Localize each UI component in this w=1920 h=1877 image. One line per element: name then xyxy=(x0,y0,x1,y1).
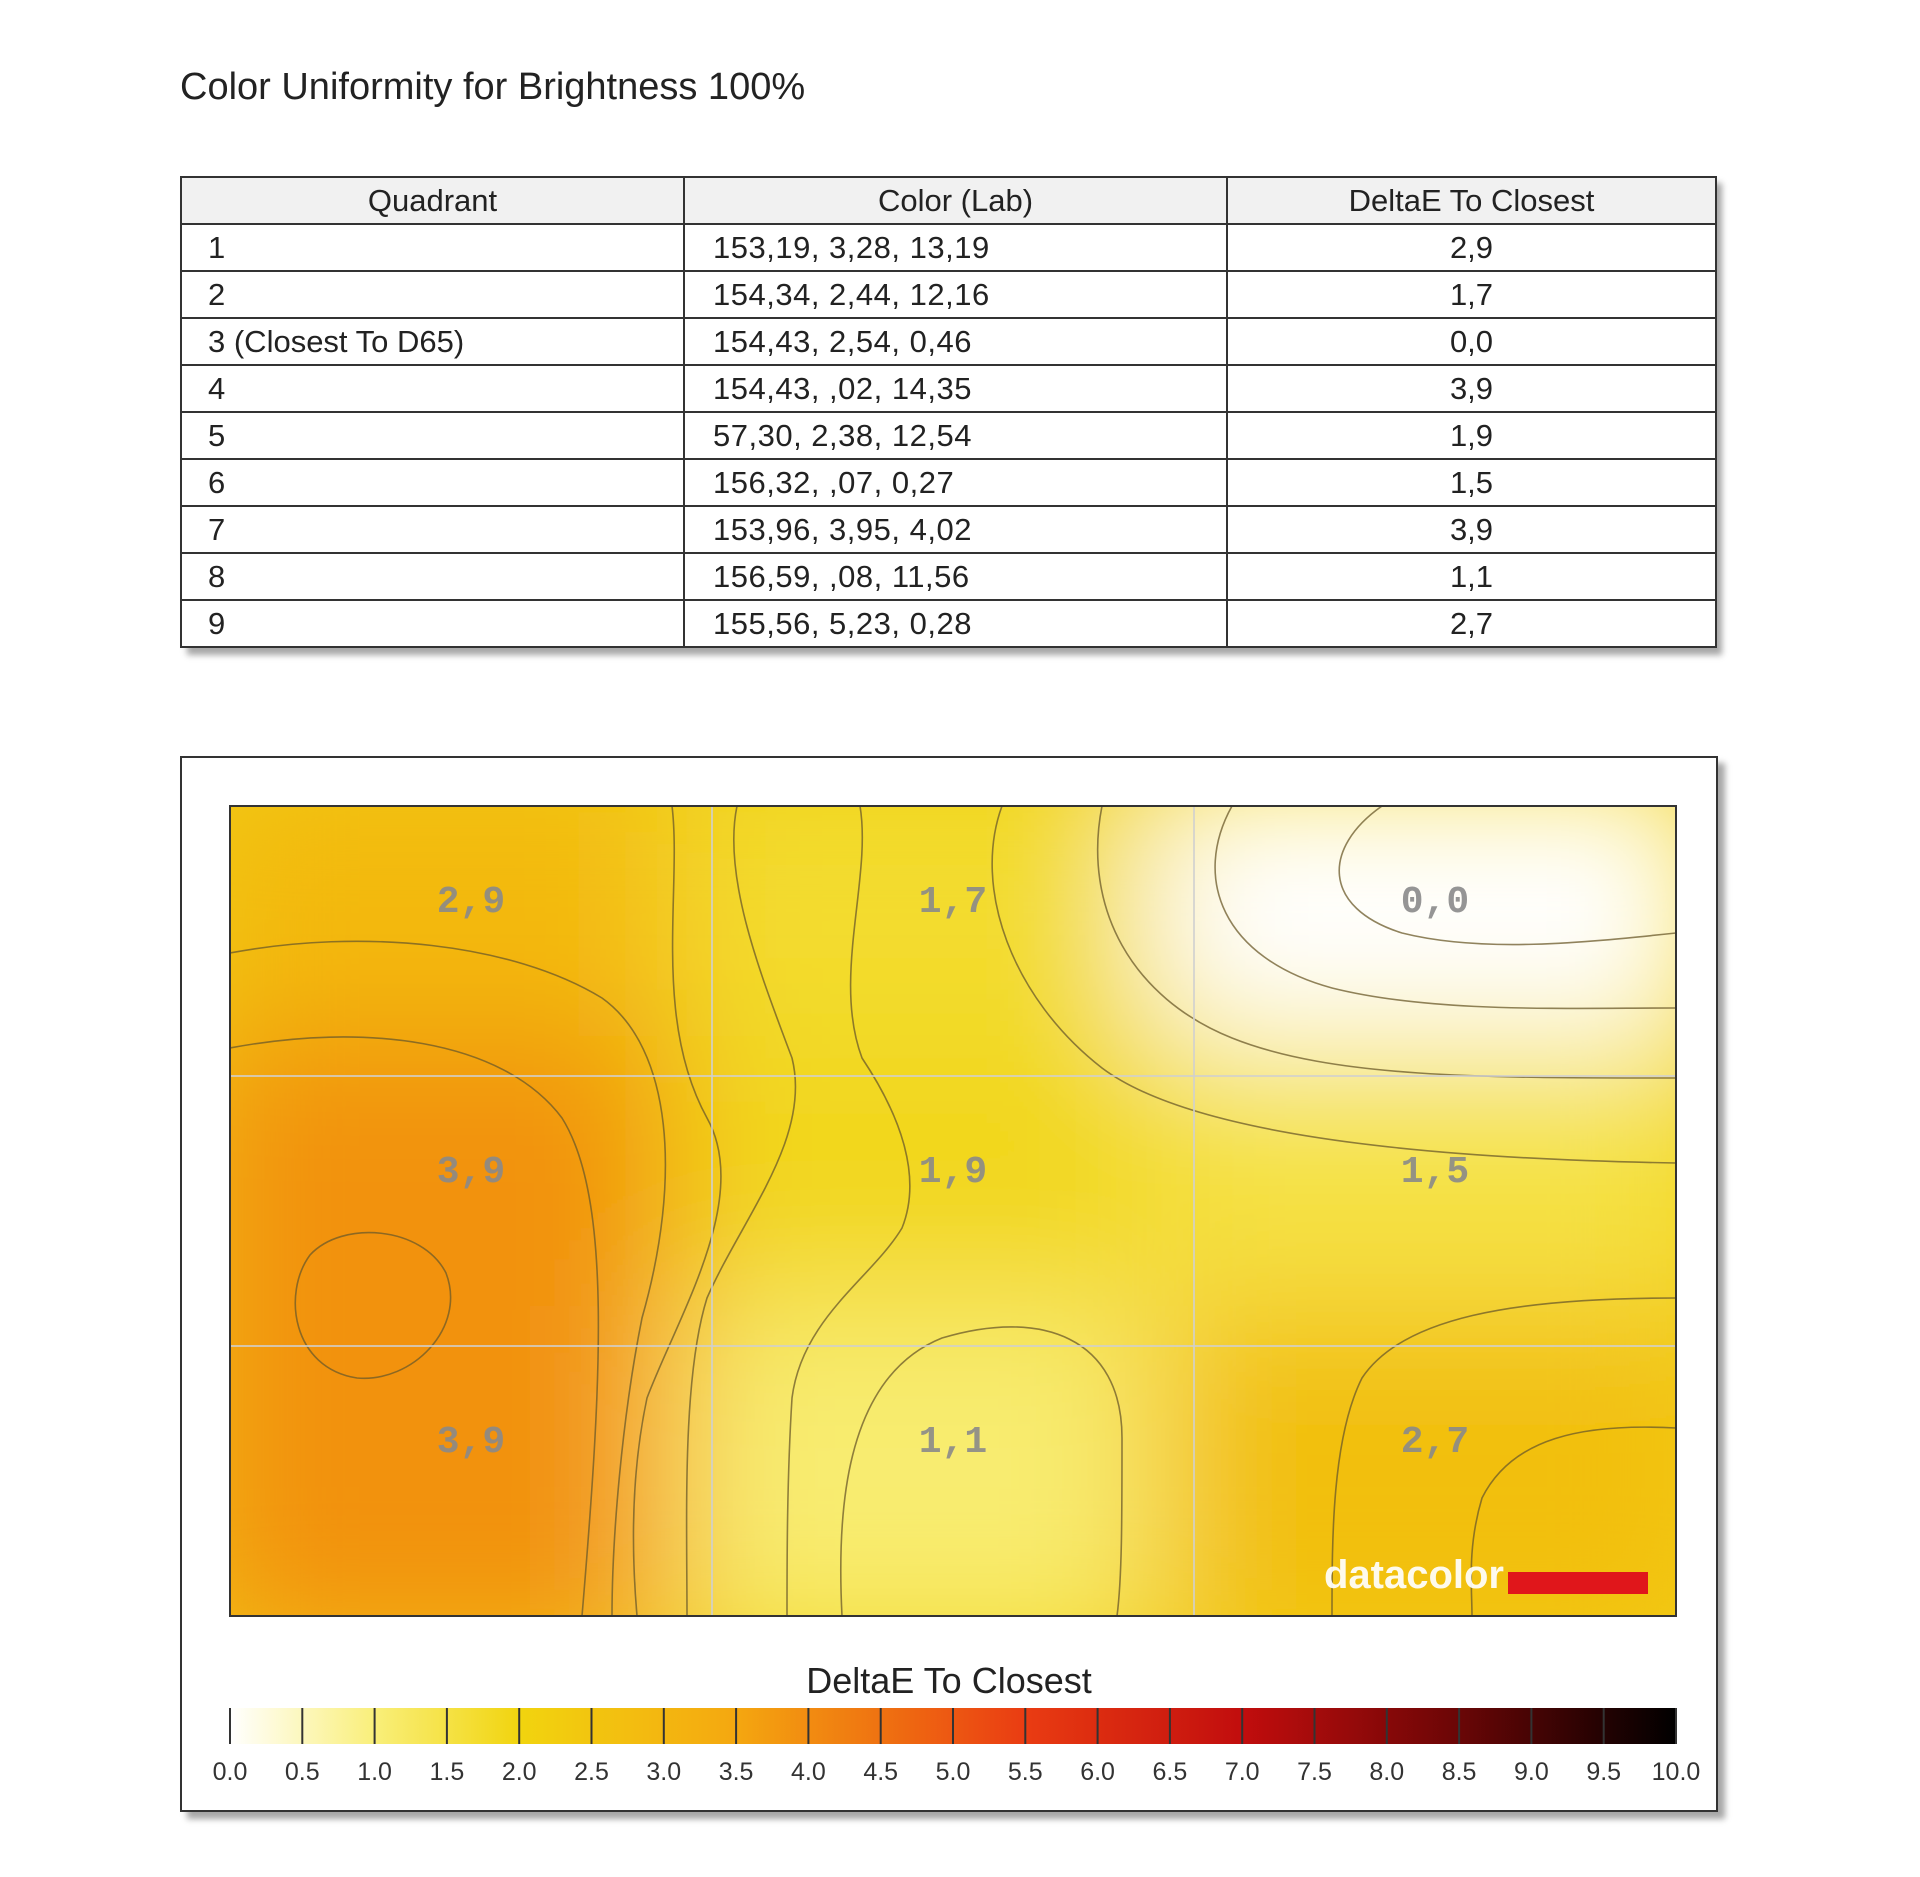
page-title: Color Uniformity for Brightness 100% xyxy=(180,66,806,108)
scale-tick-label: 1.5 xyxy=(429,1758,465,1786)
cell-quadrant: 4 xyxy=(181,365,684,412)
table-row xyxy=(181,553,1716,600)
lab-table xyxy=(180,176,1717,648)
cell-quadrant: 2 xyxy=(181,271,684,318)
scale-tick-label: 8.5 xyxy=(1441,1758,1477,1786)
scale-tick-label: 6.5 xyxy=(1152,1758,1188,1786)
cell-label: 1,9 xyxy=(918,1151,988,1194)
cell-quadrant: 6 xyxy=(181,459,684,506)
cell-quadrant: 7 xyxy=(181,506,684,553)
heatmap-cell xyxy=(190,1306,752,1656)
cell-deltae: 3,9 xyxy=(1227,365,1716,412)
scale-tick-label: 6.0 xyxy=(1080,1758,1115,1786)
scale-tick-label: 7.5 xyxy=(1297,1758,1332,1786)
cell-lab: 154,43, 2,54, 0,46 xyxy=(684,318,1227,365)
table-row xyxy=(181,412,1716,459)
scale-tick-label: 4.5 xyxy=(863,1758,899,1786)
scale-tick-label: 7.0 xyxy=(1224,1758,1260,1786)
scale-tick-label: 10.0 xyxy=(1651,1758,1701,1786)
cell-deltae: 0,0 xyxy=(1227,318,1716,365)
header-deltae: DeltaE To Closest xyxy=(1227,177,1716,224)
scale-tick-label: 5.0 xyxy=(935,1758,971,1786)
table-row xyxy=(181,459,1716,506)
scale-tick-label: 5.5 xyxy=(1007,1758,1043,1786)
heatmap-chart-frame xyxy=(180,756,1718,1812)
datacolor-logo-bar xyxy=(1508,1572,1648,1594)
heatmap-cell xyxy=(1154,1306,1716,1656)
cell-quadrant: 9 xyxy=(181,600,684,647)
cell-lab: 154,43, ,02, 14,35 xyxy=(684,365,1227,412)
heatmap-chart xyxy=(182,758,1716,1810)
cell-label: 1,5 xyxy=(1400,1151,1470,1194)
cell-deltae: 1,7 xyxy=(1227,271,1716,318)
header-color-lab: Color (Lab) xyxy=(684,177,1227,224)
table-row xyxy=(181,318,1716,365)
cell-lab: 156,32, ,07, 0,27 xyxy=(684,459,1227,506)
color-scale xyxy=(213,1708,1701,1786)
cell-quadrant: 8 xyxy=(181,553,684,600)
cell-label: 2,9 xyxy=(436,881,506,924)
scale-tick-label: 9.5 xyxy=(1586,1758,1622,1786)
cell-deltae: 2,9 xyxy=(1227,224,1716,271)
cell-label: 3,9 xyxy=(436,1151,506,1194)
cell-lab: 156,59, ,08, 11,56 xyxy=(684,553,1227,600)
cell-deltae: 1,5 xyxy=(1227,459,1716,506)
scale-tick-label: 2.0 xyxy=(501,1758,537,1786)
scale-tick-label: 0.0 xyxy=(212,1758,248,1786)
scale-tick-label: 3.0 xyxy=(646,1758,682,1786)
cell-deltae: 1,1 xyxy=(1227,553,1716,600)
cell-lab: 155,56, 5,23, 0,28 xyxy=(684,600,1227,647)
table-row xyxy=(181,271,1716,318)
scale-tick-label: 2.5 xyxy=(574,1758,609,1786)
scale-tick-label: 9.0 xyxy=(1514,1758,1549,1786)
cell-deltae: 3,9 xyxy=(1227,506,1716,553)
scale-tick-label: 4.0 xyxy=(791,1758,826,1786)
cell-label: 1,1 xyxy=(918,1421,988,1464)
cell-deltae: 1,9 xyxy=(1227,412,1716,459)
table-header-row xyxy=(181,177,1716,224)
scale-tick-label: 1.0 xyxy=(357,1758,392,1786)
scale-title: DeltaE To Closest xyxy=(806,1660,1092,1701)
table-row xyxy=(181,600,1716,647)
cell-label: 0,0 xyxy=(1400,881,1470,924)
cell-lab: 153,19, 3,28, 13,19 xyxy=(684,224,1227,271)
cell-quadrant: 1 xyxy=(181,224,684,271)
cell-deltae: 2,7 xyxy=(1227,600,1716,647)
table-row xyxy=(181,224,1716,271)
datacolor-logo-text: datacolor xyxy=(1323,1553,1504,1597)
heatmap-cell xyxy=(672,1306,1234,1656)
scale-tick-label: 0.5 xyxy=(284,1758,320,1786)
table-row xyxy=(181,506,1716,553)
cell-lab: 57,30, 2,38, 12,54 xyxy=(684,412,1227,459)
scale-tick-label: 8.0 xyxy=(1369,1758,1405,1786)
cell-lab: 153,96, 3,95, 4,02 xyxy=(684,506,1227,553)
table-row xyxy=(181,365,1716,412)
header-quadrant: Quadrant xyxy=(181,177,684,224)
scale-tick-label: 3.5 xyxy=(718,1758,754,1786)
cell-quadrant: 5 xyxy=(181,412,684,459)
cell-lab: 154,34, 2,44, 12,16 xyxy=(684,271,1227,318)
cell-label: 1,7 xyxy=(918,881,988,924)
lab-table-wrapper xyxy=(180,176,1715,648)
cell-quadrant: 3 (Closest To D65) xyxy=(181,318,684,365)
cell-label: 2,7 xyxy=(1400,1421,1470,1464)
cell-label: 3,9 xyxy=(436,1421,506,1464)
